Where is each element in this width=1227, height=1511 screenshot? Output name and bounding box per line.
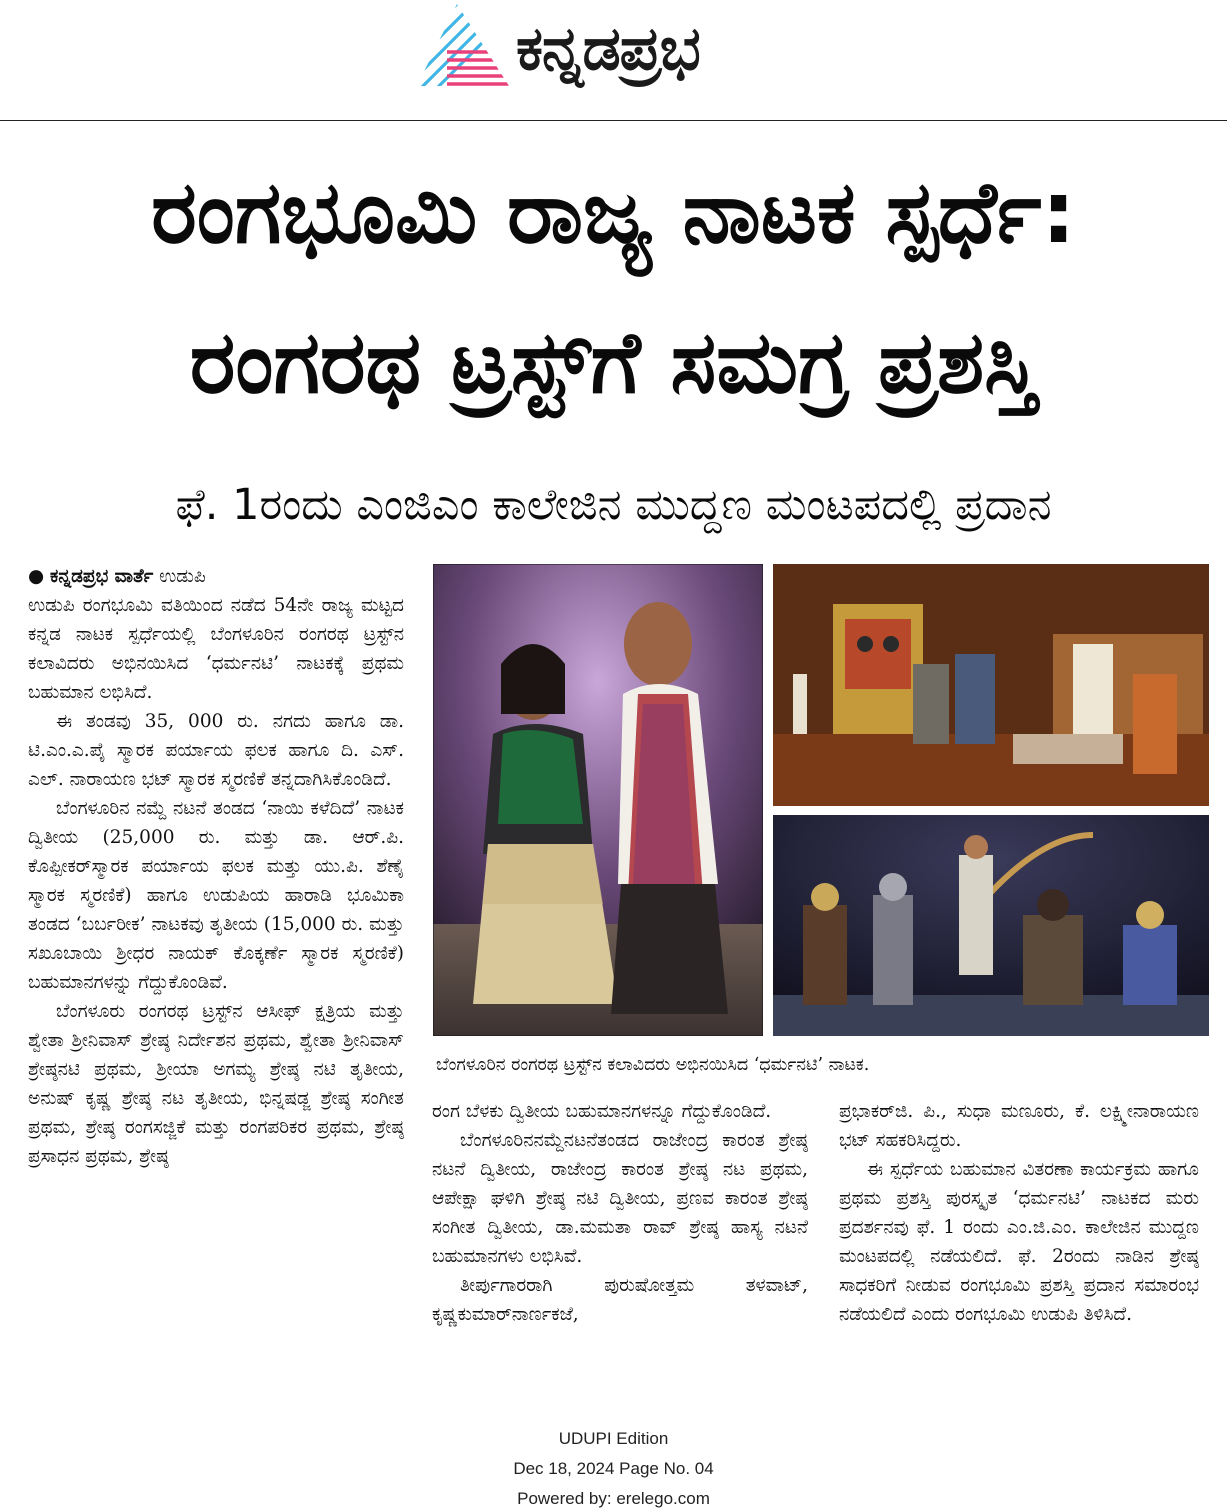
costumed-actors-photo	[773, 815, 1209, 1036]
footer-edition: UDUPI Edition	[558, 1429, 669, 1448]
subheadline: ಫೆ. 1ರಂದು ಎಂಜಿಎಂ ಕಾಲೇಜಿನ ಮುದ್ದಣ ಮಂಟಪದಲ್ಲಿ ಪ್ರದಾನ	[175, 480, 1052, 530]
paragraph: ಈ ತಂಡವು 35, 000 ರು. ನಗದು ಹಾಗೂ ಡಾ. ಟಿ.ಎಂ.ಎ.ಪೈ ಸ್ಮಾರಕ ಪರ್ಯಾಯ ಫಲಕ ಹಾಗೂ ದಿ. ಎಸ್. ಎಲ್. ನಾರಾಯಣ ಭಟ್ ಸ್ಮಾರಕ ಸ್ಮರಣಿಕೆ ತನ್ನದಾಗಿಸಿಕೊಂಡಿದೆ.	[28, 711, 404, 790]
paragraph: ಉಡುಪಿ ರಂಗಭೂಮಿ ವತಿಯಿಂದ ನಡೆದ 54ನೇ ರಾಜ್ಯ ಮಟ್ಟದ ಕನ್ನಡ ನಾಟಕ ಸ್ಪರ್ಧೆಯಲ್ಲಿ ಬೆಂಗಳೂರಿನ ರಂಗರಥ ಟ್ರಸ್ಟ್‌ನ ಕಲಾವಿದರು ಅಭಿನಯಿಸಿದ ‘ಧರ್ಮನಟಿ’ ನಾಟಕಕ್ಕೆ ಪ್ರಥಮ ಬಹುಮಾನ ಲಭಿಸಿದೆ.	[28, 595, 404, 703]
footer-date-page: Dec 18, 2024 Page No. 04	[513, 1459, 714, 1478]
photo-caption: ಬೆಂಗಳೂರಿನ ರಂಗರಥ ಟ್ರಸ್ಟ್‌ನ ಕಲಾವಿದರು ಅಭಿನಯಿಸಿದ ‘ಧರ್ಮನಟಿ’ ನಾಟಕ.	[436, 1055, 870, 1075]
headline-line-1: ರಂಗಭೂಮಿ ರಾಜ್ಯ ನಾಟಕ ಸ್ಪರ್ಧೆ:	[151, 163, 1076, 263]
article-column-2	[432, 1097, 808, 1417]
masthead-rule	[0, 120, 1227, 121]
paragraph: ಈ ಸ್ಪರ್ಧೆಯ ಬಹುಮಾನ ವಿತರಣಾ ಕಾರ್ಯಕ್ರಮ ಹಾಗೂ ಪ್ರಥಮ ಪ್ರಶಸ್ತಿ ಪುರಸ್ಕೃತ ‘ಧರ್ಮನಟಿ’ ನಾಟಕದ ಮರು ಪ್ರದರ್ಶನವು ಫೆ. 1 ರಂದು ಎಂ.ಜಿ.ಎಂ. ಕಾಲೇಜಿನ ಮುದ್ದಣ ಮಂಟಪದಲ್ಲಿ ನಡೆಯಲಿದೆ. ಫೆ. 2ರಂದು ನಾಡಿನ ಶ್ರೇಷ್ಠ ಸಾಧಕರಿಗೆ ನೀಡುವ ರಂಗಭೂಮಿ ಪ್ರಶಸ್ತಿ ಪ್ರದಾನ ಸಮಾರಂಭ ನಡೆಯಲಿದೆ ಎಂದು ರಂಗಭೂಮಿ ಉಡುಪಿ ತಿಳಿಸಿದೆ.	[839, 1159, 1199, 1325]
paragraph: ಬೆಂಗಳೂರು ರಂಗರಥ ಟ್ರಸ್ಟ್‌ನ ಆಸೀಫ್ ಕ್ಷತ್ರಿಯ ಮತ್ತು ಶ್ವೇತಾ ಶ್ರೀನಿವಾಸ್ ಶ್ರೇಷ್ಠ ನಿರ್ದೇಶನ ಪ್ರಥಮ, ಶ್ವೇತಾ ಶ್ರೀನಿವಾಸ್ ಶ್ರೇಷ್ಠನಟಿ ಪ್ರಥಮ, ಶ್ರೀಯಾ ಅಗಮ್ಯ ಶ್ರೇಷ್ಠ ನಟಿ ತೃತೀಯ, ಅನುಷ್ ಕೃಷ್ಣ ಶ್ರೇಷ್ಠ ನಟ ತೃತೀಯ, ಭಿನ್ನಷಡ್ಜ ಶ್ರೇಷ್ಠ ಸಂಗೀತ ಪ್ರಥಮ, ಶ್ರೇಷ್ಠ ರಂಗಸಜ್ಜಿಕೆ ಮತ್ತು ರಂಗಪರಿಕರ ಪ್ರಥಮ, ಶ್ರೇಷ್ಠ ಪ್ರಸಾಧನ ಪ್ರಥಮ, ಶ್ರೇಷ್ಠ	[28, 1001, 404, 1167]
paragraph: ಬೆಂಗಳೂರಿನ ನಮ್ದೆ ನಟನೆ ತಂಡದ ‘ನಾಯಿ ಕಳೆದಿದೆ’ ನಾಟಕ ದ್ವಿತೀಯ (25,000 ರು. ಮತ್ತು ಡಾ. ಆರ್.ಪಿ. ಕೊಪ್ಪೀಕರ್‌ಸ್ಮಾರಕ ಪರ್ಯಾಯ ಫಲಕ ಮತ್ತು ಯು.ಪಿ. ಶೆಣೈ ಸ್ಮಾರಕ ಸ್ಮರಣಿಕೆ) ಹಾಗೂ ಉಡುಪಿಯ ಹಾರಾಡಿ ಭೂಮಿಕಾ ತಂಡದ ‘ಬರ್ಬರೀಕ’ ನಾಟಕವು ತೃತೀಯ (15,000 ರು. ಮತ್ತು ಸಖೂಬಾಯಿ ಶ್ರೀಧರ ನಾಯಕ್ ಕೊಕ್ಕರ್ಣೆ ಸ್ಮಾರಕ ಸ್ಮರಣಿಕೆ) ಬಹುಮಾನಗಳನ್ನು ಗೆದ್ದುಕೊಂಡಿವೆ.	[28, 798, 404, 993]
article-column-3	[839, 1097, 1199, 1417]
brand-name: ಕನ್ನಡಪ್ರಭ	[516, 14, 700, 84]
byline	[28, 562, 404, 591]
delta-stripes-icon	[417, 4, 509, 86]
bullet-icon: ●	[28, 566, 51, 587]
couple-on-stage-photo	[433, 564, 763, 1036]
byline-source: ಕನ್ನಡಪ್ರಭ ವಾರ್ತೆ	[50, 566, 154, 587]
paragraph: ರಂಗ ಬೆಳಕು ದ್ವಿತೀಯ ಬಹುಮಾನಗಳನ್ನೂ ಗೆದ್ದುಕೊಂಡಿದೆ.	[432, 1101, 772, 1122]
paragraph: ಬೆಂಗಳೂರಿನನಮ್ದೆನಟನೆತಂಡದ ರಾಜೇಂದ್ರ ಕಾರಂತ ಶ್ರೇಷ್ಠ ನಟನೆ ದ್ವಿತೀಯ, ರಾಜೇಂದ್ರ ಕಾರಂತ ಶ್ರೇಷ್ಠ ನಟ ಪ್ರಥಮ, ಆಪೇಕ್ಷಾ ಘಳಿಗಿ ಶ್ರೇಷ್ಠ ನಟಿ ದ್ವಿತೀಯ, ಪ್ರಣವ ಕಾರಂತ ಶ್ರೇಷ್ಠ ಸಂಗೀತ ದ್ವಿತೀಯ, ಡಾ.ಮಮತಾ ರಾವ್ ಶ್ರೇಷ್ಠ ಹಾಸ್ಯ ನಟನೆ ಬಹುಮಾನಗಳು ಲಭಿಸಿವೆ.	[432, 1130, 808, 1267]
paragraph: ತೀರ್ಪುಗಾರರಾಗಿ ಪುರುಷೋತ್ತಮ ತಳವಾಟ್, ಕೃಷ್ಣಕುಮಾರ್‌ನಾರ್ಣಕಜೆ,	[432, 1275, 808, 1325]
paragraph: ಪ್ರಭಾಕರ್‌ಜಿ. ಪಿ., ಸುಧಾ ಮಣೂರು, ಕೆ. ಲಕ್ಷ್ಮೀನಾರಾಯಣ ಭಟ್ ಸಹಕರಿಸಿದ್ದರು.	[839, 1101, 1199, 1151]
byline-place: ಉಡುಪಿ	[159, 566, 206, 587]
headline-line-2: ರಂಗರಥ ಟ್ರಸ್ಟ್‌ಗೆ ಸಮಗ್ರ ಪ್ರಶಸ್ತಿ	[189, 313, 1038, 413]
stage-scene-photo	[773, 564, 1209, 806]
masthead	[0, 0, 1227, 120]
footer-powered-by: Powered by: erelego.com	[517, 1489, 710, 1508]
article-column-1	[28, 562, 404, 1422]
